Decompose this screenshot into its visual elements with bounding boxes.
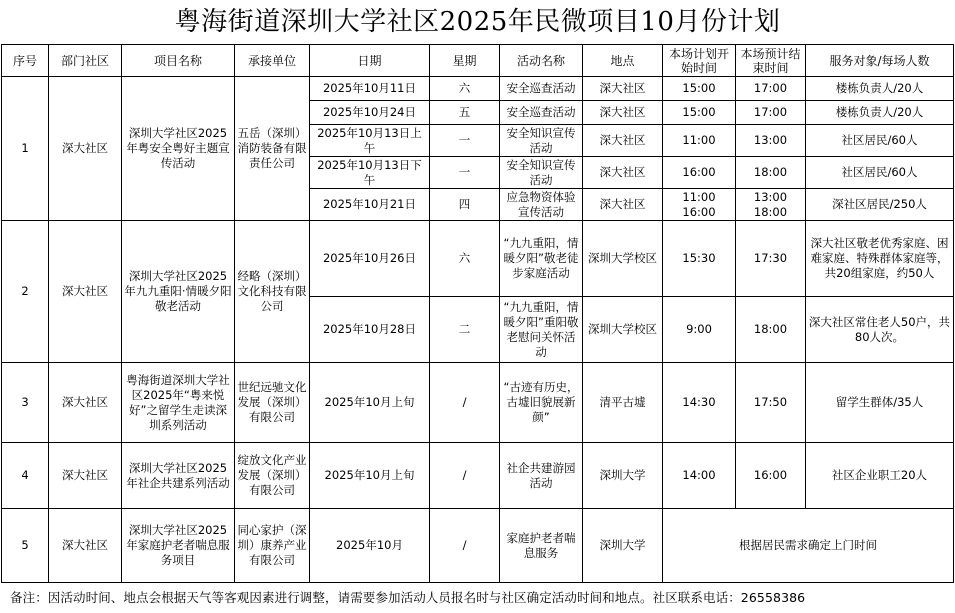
cell-weekday: 二 <box>430 297 500 363</box>
cell-no: 5 <box>2 509 49 583</box>
cell-project: 粤海街道深圳大学社区2025年“粤来悦好”之留学生走读深圳系列活动 <box>122 363 235 443</box>
cell-project: 深圳大学社区2025年九九重阳·情暖夕阳敬老活动 <box>122 221 235 363</box>
header-project: 项目名称 <box>122 45 235 77</box>
cell-no: 4 <box>2 443 49 509</box>
cell-activity: 应急物资体验宣传活动 <box>500 189 583 221</box>
cell-unit: 经略（深圳）文化科技有限公司 <box>235 221 310 363</box>
cell-project: 深圳大学社区2025年社企共建系列活动 <box>122 443 235 509</box>
cell-date: 2025年10月21日 <box>310 189 430 221</box>
cell-start: 14:00 <box>663 443 736 509</box>
cell-date: 2025年10月28日 <box>310 297 430 363</box>
table-row <box>2 77 954 101</box>
cell-target: 楼栋负责人/20人 <box>806 101 954 125</box>
cell-start: 15:00 <box>663 101 736 125</box>
cell-date: 2025年10月上旬 <box>310 363 430 443</box>
table-row <box>2 443 954 509</box>
cell-start: 16:00 <box>663 157 736 189</box>
cell-dept: 深大社区 <box>49 509 122 583</box>
footer-note: 备注：因活动时间、地点会根据天气等客观因素进行调整，请需要参加活动人员报名时与社区确定活动时间和地点。社区联系电话：26558386 <box>10 590 806 605</box>
cell-weekday: / <box>430 509 500 583</box>
cell-start: 14:30 <box>663 363 736 443</box>
cell-place: 深圳大学校区 <box>583 297 663 363</box>
cell-start: 15:30 <box>663 221 736 297</box>
cell-activity: 家庭护老者喘息服务 <box>500 509 583 583</box>
cell-end: 17:00 <box>736 101 806 125</box>
cell-project: 深圳大学社区2025年家庭护老者喘息服务项目 <box>122 509 235 583</box>
cell-target: 社区企业职工20人 <box>806 443 954 509</box>
header-row <box>2 45 954 77</box>
cell-activity: 安全巡查活动 <box>500 77 583 101</box>
cell-dept: 深大社区 <box>49 363 122 443</box>
cell-weekday: 五 <box>430 101 500 125</box>
cell-dept: 深大社区 <box>49 221 122 363</box>
cell-target: 留学生群体/35人 <box>806 363 954 443</box>
cell-no: 2 <box>2 221 49 363</box>
header-date: 日期 <box>310 45 430 77</box>
cell-start: 11:00 16:00 <box>663 189 736 221</box>
table-row <box>2 221 954 297</box>
cell-end: 18:00 <box>736 297 806 363</box>
cell-no: 3 <box>2 363 49 443</box>
header-dept: 部门社区 <box>49 45 122 77</box>
cell-time-note: 根据居民需求确定上门时间 <box>663 509 954 583</box>
cell-target: 楼栋负责人/20人 <box>806 77 954 101</box>
cell-place: 深大社区 <box>583 125 663 157</box>
cell-weekday: / <box>430 443 500 509</box>
cell-activity: “九九重阳，情暖夕阳”敬老徒步家庭活动 <box>500 221 583 297</box>
cell-end: 17:30 <box>736 221 806 297</box>
cell-date: 2025年10月 <box>310 509 430 583</box>
cell-place: 深大社区 <box>583 189 663 221</box>
cell-target: 深社区居民/250人 <box>806 189 954 221</box>
cell-place: 清平古墟 <box>583 363 663 443</box>
cell-target: 深大社区敬老优秀家庭、困难家庭、特殊群体家庭等，共20组家庭，约50人 <box>806 221 954 297</box>
cell-activity: 安全知识宣传活动 <box>500 125 583 157</box>
cell-date: 2025年10月13日下午 <box>310 157 430 189</box>
header-end: 本场预计结束时间 <box>736 45 806 77</box>
cell-place: 深大社区 <box>583 157 663 189</box>
cell-dept: 深大社区 <box>49 443 122 509</box>
header-no: 序号 <box>2 45 49 77</box>
cell-no: 1 <box>2 77 49 221</box>
cell-unit: 世纪远驰文化发展（深圳）有限公司 <box>235 363 310 443</box>
cell-activity: 安全巡查活动 <box>500 101 583 125</box>
cell-target: 深大社区常住老人50户，共80人次。 <box>806 297 954 363</box>
cell-place: 深圳大学 <box>583 443 663 509</box>
cell-target: 社区居民/60人 <box>806 157 954 189</box>
cell-activity: 社企共建游园活动 <box>500 443 583 509</box>
cell-activity: “古迹有历史，古墟旧貌展新颜” <box>500 363 583 443</box>
header-activity: 活动名称 <box>500 45 583 77</box>
cell-dept: 深大社区 <box>49 77 122 221</box>
cell-unit: 五岳（深圳）消防装备有限责任公司 <box>235 77 310 221</box>
cell-end: 17:50 <box>736 363 806 443</box>
cell-activity: 安全知识宣传活动 <box>500 157 583 189</box>
header-target: 服务对象/每场人数 <box>806 45 954 77</box>
cell-date: 2025年10月26日 <box>310 221 430 297</box>
cell-start: 15:00 <box>663 77 736 101</box>
cell-place: 深圳大学校区 <box>583 221 663 297</box>
page-title: 粤海街道深圳大学社区2025年民微项目10月份计划 <box>174 7 781 37</box>
cell-target: 社区居民/60人 <box>806 125 954 157</box>
cell-end: 13:00 18:00 <box>736 189 806 221</box>
table-row <box>2 509 954 583</box>
cell-weekday: 六 <box>430 221 500 297</box>
cell-project: 深圳大学社区2025年粤安全粤好主题宣传活动 <box>122 77 235 221</box>
cell-weekday: 四 <box>430 189 500 221</box>
header-place: 地点 <box>583 45 663 77</box>
cell-weekday: 六 <box>430 77 500 101</box>
cell-start: 9:00 <box>663 297 736 363</box>
table-row <box>2 363 954 443</box>
cell-unit: 绽放文化产业发展（深圳）有限公司 <box>235 443 310 509</box>
cell-place: 深大社区 <box>583 101 663 125</box>
cell-start: 11:00 <box>663 125 736 157</box>
header-unit: 承接单位 <box>235 45 310 77</box>
cell-weekday: 一 <box>430 157 500 189</box>
header-weekday: 星期 <box>430 45 500 77</box>
cell-date: 2025年10月11日 <box>310 77 430 101</box>
cell-end: 13:00 <box>736 125 806 157</box>
cell-place: 深大社区 <box>583 77 663 101</box>
cell-date: 2025年10月上旬 <box>310 443 430 509</box>
cell-date: 2025年10月13日上午 <box>310 125 430 157</box>
cell-date: 2025年10月24日 <box>310 101 430 125</box>
cell-end: 17:00 <box>736 77 806 101</box>
cell-activity: “九九重阳，情暖夕阳”重阳敬老慰问关怀活动 <box>500 297 583 363</box>
header-start: 本场计划开始时间 <box>663 45 736 77</box>
cell-end: 18:00 <box>736 157 806 189</box>
cell-place: 深圳大学 <box>583 509 663 583</box>
cell-weekday: 一 <box>430 125 500 157</box>
cell-weekday: / <box>430 363 500 443</box>
cell-unit: 同心家护（深圳）康养产业有限公司 <box>235 509 310 583</box>
plan-table <box>1 44 954 583</box>
cell-end: 16:00 <box>736 443 806 509</box>
